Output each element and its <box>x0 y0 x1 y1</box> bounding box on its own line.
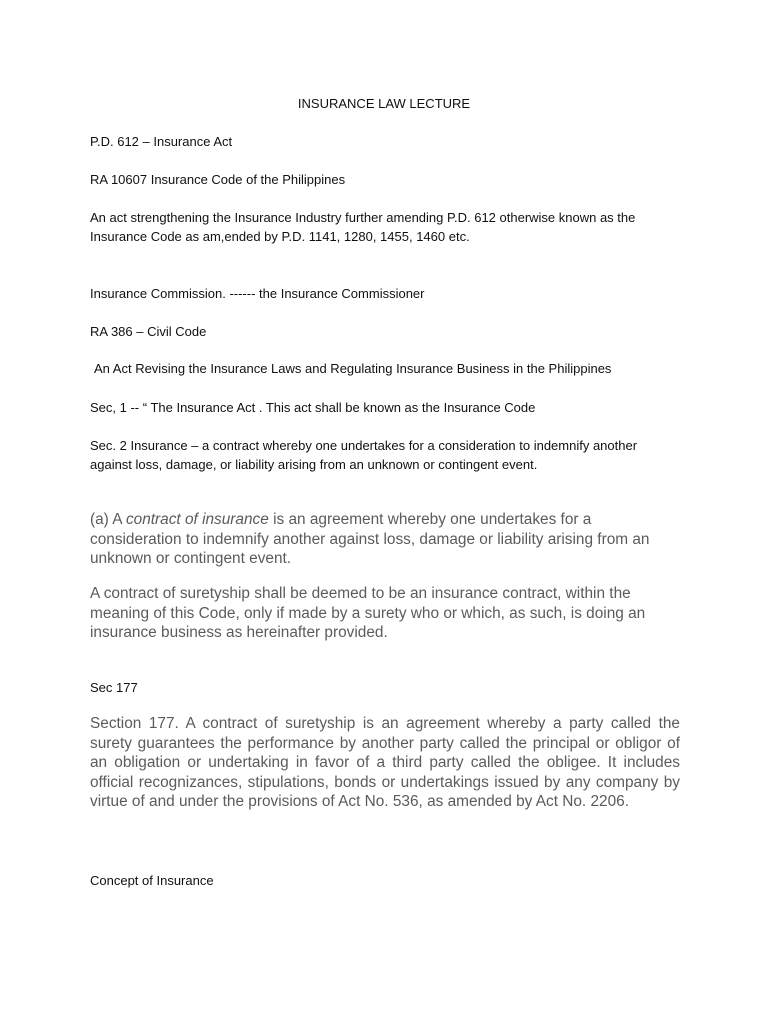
sec2-paragraph: Sec. 2 Insurance – a contract whereby one undertakes for a consideration to indemnify another against loss, damage, or liability arising from an unknown or contingent event. <box>90 438 638 472</box>
sec1-line: Sec, 1 -- “ The Insurance Act . This act shall be known as the Insurance Code <box>90 400 536 415</box>
pd612-line: P.D. 612 – Insurance Act <box>90 134 233 149</box>
act-revising-line: An Act Revising the Insurance Laws and Regulating Insurance Business in the Philippines <box>94 361 612 376</box>
quote-a-prefix: (a) A <box>90 511 126 528</box>
quote-a-rest: is an agreement whereby one undertakes for a consideration to indemnify another against loss, damage or liability arising from an unknown or contingent event. <box>90 511 650 568</box>
document-title: INSURANCE LAW LECTURE <box>297 96 471 111</box>
sec177-label: Sec 177 <box>90 680 138 695</box>
insurance-commission-line: Insurance Commission. ------ the Insurance Commissioner <box>90 286 425 301</box>
concept-of-insurance-heading: Concept of Insurance <box>90 873 214 888</box>
ra10607-line: RA 10607 Insurance Code of the Philippines <box>90 172 346 187</box>
ra386-line: RA 386 – Civil Code <box>90 324 207 339</box>
suretyship-quote: A contract of suretyship shall be deemed to be an insurance contract, within the meaning of this Code, only if made by a surety who or which, as such, is doing an insurance business as hereinafter provided. <box>90 585 646 642</box>
act-strengthening-paragraph: An act strengthening the Insurance Industry further amending P.D. 612 otherwise known as the Insurance Code as am,ended by P.D. 1141, 1280, 1455, 1460 etc. <box>90 210 636 244</box>
contract-of-insurance-quote <box>90 510 680 569</box>
quote-a-term: contract of insurance <box>125 511 269 528</box>
sec177-quote: Section 177. A contract of suretyship is an agreement whereby a party called the surety guarantees the performance by another party called the principal or obligor of an obligation or undertaking in favor of a third party called the obligee. It includes official recognizances, stipulations, bonds or undertakings issued by any company by virtue of and under the provisions of Act No. 536, as amended by Act No. 2206. <box>90 715 680 811</box>
